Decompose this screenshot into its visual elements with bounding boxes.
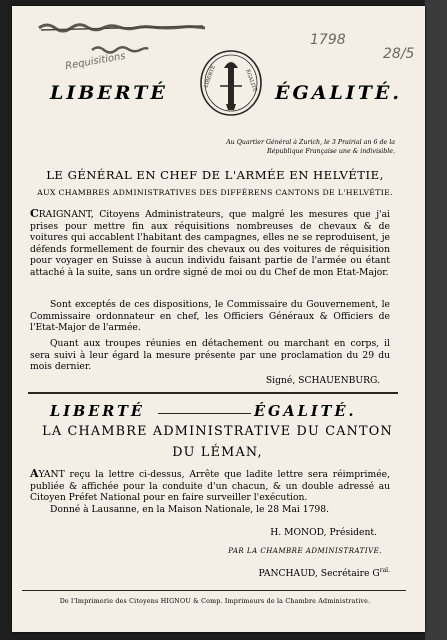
drop-cap-2: A xyxy=(30,467,39,480)
motto-liberte: LIBERTÉ xyxy=(50,82,168,104)
general-title: LE GÉNÉRAL EN CHEF DE L'ARMÉE EN HELVÉTIE, xyxy=(46,168,384,182)
dateline-line-2: République Française une & indivisible. xyxy=(266,148,395,155)
letter-paragraph-1 xyxy=(30,208,390,279)
handwritten-note: Requisitions xyxy=(64,50,127,73)
dateline xyxy=(150,138,395,156)
letter-paragraph-3: Quant aux troupes réunies en détachement ou marchant en corps, il sera suivi à leur égard la mesure présente par une proclamation du 29 du mois dernier. xyxy=(30,338,390,373)
decree-date: Donné à Lausanne, en la Maison Nationale, le 28 Mai 1798. xyxy=(50,504,330,515)
decree-paragraph xyxy=(30,468,390,504)
drop-cap: C xyxy=(30,207,39,220)
dateline-line-1: Au Quartier Général à Zurich, le 3 Prairial an 6 de la xyxy=(226,139,395,146)
motto-egalite-2: ÉGALITÉ. xyxy=(254,403,357,420)
first-word-2: YANT xyxy=(38,469,65,480)
printer-imprint: De l'Imprimerie des Citoyens HIGNOU & Comp. Imprimeurs de la Chambre Administrative. xyxy=(59,598,371,605)
handwritten-reference: 28/5 xyxy=(383,46,415,62)
motto-liberte-2: LIBERTÉ xyxy=(50,403,145,420)
footer-rule xyxy=(22,590,406,591)
motto-rule xyxy=(158,413,251,414)
letter-paragraph-2: Sont exceptés de ces dispositions, le Commissaire du Gouvernement, le Commissaire ordonnateur en chef, les Officiers Généraux & Officiers de l'Etat-Major de l'armée. xyxy=(30,299,390,334)
svg-text:ÉGALITÉ: ÉGALITÉ xyxy=(244,68,258,93)
general-subtitle: AUX CHAMBRES ADMINISTRATIVES DES DIFFÉRENS CANTONS DE L'HELVÉTIE. xyxy=(37,188,393,197)
motto-egalite: ÉGALITÉ. xyxy=(275,82,402,104)
crossed-out-handwriting xyxy=(37,20,207,34)
signature-secretary xyxy=(190,567,390,579)
signature-president: H. MONOD, Président. xyxy=(270,527,377,538)
decree-text: reçu la lettre ci-dessus, Arrête que ladite lettre sera réimprimée, publiée & affichée pour la conduite d'un chacun, & un double adressé au Citoyen Préfet National pour en faire surveiller l'exécution. xyxy=(30,469,390,504)
chamber-canton: DU LÉMAN, xyxy=(172,445,263,460)
first-word: RAIGNANT xyxy=(38,209,91,220)
secretary-abbrev: ral. xyxy=(379,567,390,574)
section-divider xyxy=(28,392,398,394)
signature-par: PAR LA CHAMBRE ADMINISTRATIVE. xyxy=(228,547,382,555)
handwritten-number: 1798 xyxy=(310,32,346,48)
chamber-title: LA CHAMBRE ADMINISTRATIVE DU CANTON xyxy=(42,424,393,439)
secretary-name: PANCHAUD, Secrétaire G xyxy=(258,568,380,580)
paragraph-text: , Citoyens Administrateurs, que malgré les mesures que j'ai prises pour mettre fin aux réquisitions nombreuses de chevaux & de voitures qui accablent l'habitant des campagnes, elles ne se reproduisent, je défends formellement de fournir des chevaux ou des voitures de réquisition pour voyager en Suisse à aucun individu faisant partie de l'armée ou étant attaché à la suite, sans un ordre signé de moi ou du Chef de mon Etat-Major. xyxy=(30,209,390,278)
scan-edge xyxy=(425,0,447,640)
seal-emblem xyxy=(198,48,264,118)
svg-text:LIBERTÉ: LIBERTÉ xyxy=(203,64,217,89)
signature-schauenburg: Signé, SCHAUENBURG. xyxy=(265,375,380,386)
